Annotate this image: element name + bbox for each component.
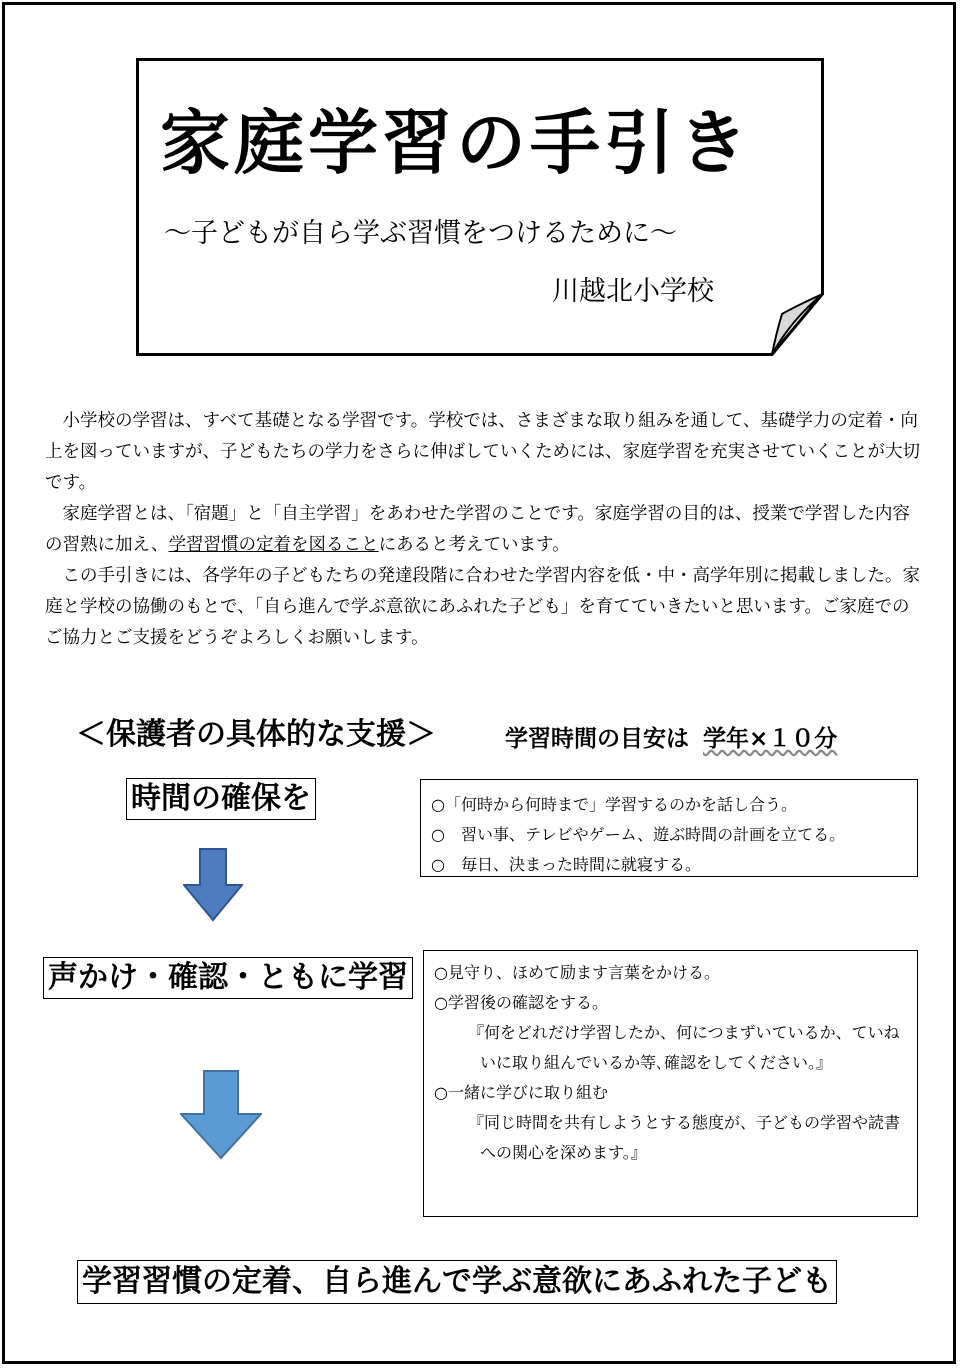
intro-text bbox=[45, 406, 925, 654]
intro-p2-emphasis: 学習習慣の定着を図ること bbox=[168, 535, 379, 555]
study-time-label: 学習時間の目安は bbox=[505, 726, 689, 752]
step-encourage-check: 声かけ・確認・ともに学習 bbox=[43, 957, 413, 999]
tip-item: ○学習後の確認をする。 bbox=[434, 993, 608, 1012]
intro-paragraph-3: この手引きには、各学年の子どもたちの発達段階に合わせた学習内容を低・中・高学年別に掲載しました。家庭と学校の協働のもとで、「自ら進んで学ぶ意欲にあふれた子ども」を育てていきたいと思います。ご家庭でのご協力とご支援をどうぞよろしくお願いします。 bbox=[45, 566, 920, 648]
intro-p2-end: にあると考えています。 bbox=[378, 535, 570, 555]
tip-item: ○見守り、ほめて励ます言葉をかける。 bbox=[434, 963, 720, 982]
support-heading: ＜保護者の具体的な支援＞ bbox=[76, 717, 436, 752]
title-card bbox=[136, 58, 824, 356]
step-time-secure: 時間の確保を bbox=[126, 778, 316, 820]
intro-p2-start: 家庭学習とは、「宿題」と「自主学習」をあわせた学習のことです。家庭学習の目的は、授業で学習した内容の習熟に加え、 bbox=[45, 504, 910, 555]
subtitle: 〜子どもが自ら学ぶ習慣をつけるために〜 bbox=[164, 218, 677, 249]
intro-paragraph-2 bbox=[45, 499, 925, 561]
down-arrow-icon bbox=[180, 1070, 262, 1160]
down-arrow-icon bbox=[183, 848, 243, 922]
tip-quote: 『同じ時間を共有しようとする態度が、子どもの学習や読書への関心を深めます。』 bbox=[468, 1113, 901, 1162]
tip-item: ○ 毎日、決まった時間に就寝する。 bbox=[431, 855, 701, 874]
study-time-formula: 学年×１０分 bbox=[703, 726, 838, 752]
intro-paragraph-1: 小学校の学習は、すべて基礎となる学習です。学校では、さまざまな取り組みを通して、基礎学力の定着・向上を図っていますが、子どもたちの学力をさらに伸ばしていくためには、家庭学習を充実させていくことが大切です。 bbox=[45, 411, 920, 493]
school-name: 川越北小学校 bbox=[552, 276, 714, 307]
time-secure-tips bbox=[420, 779, 918, 877]
goal-statement: 学習習慣の定着、自ら進んで学ぶ意欲にあふれた子ども bbox=[77, 1260, 837, 1304]
tip-item: ○「何時から何時まで」学習するのかを話し合う。 bbox=[431, 795, 797, 814]
encourage-check-tips bbox=[423, 950, 918, 1217]
tip-item: ○一緒に学びに取り組む bbox=[434, 1083, 608, 1102]
tip-item: ○ 習い事、テレビやゲーム、遊ぶ時間の計画を立てる。 bbox=[431, 825, 846, 844]
study-time-guide bbox=[505, 728, 837, 751]
main-title: 家庭学習の手引き bbox=[160, 102, 752, 184]
tip-quote: 『何をどれだけ学習したか、何につまずいているか、ていねいに取り組んでいるか等､確認をしてください。』 bbox=[468, 1023, 900, 1072]
